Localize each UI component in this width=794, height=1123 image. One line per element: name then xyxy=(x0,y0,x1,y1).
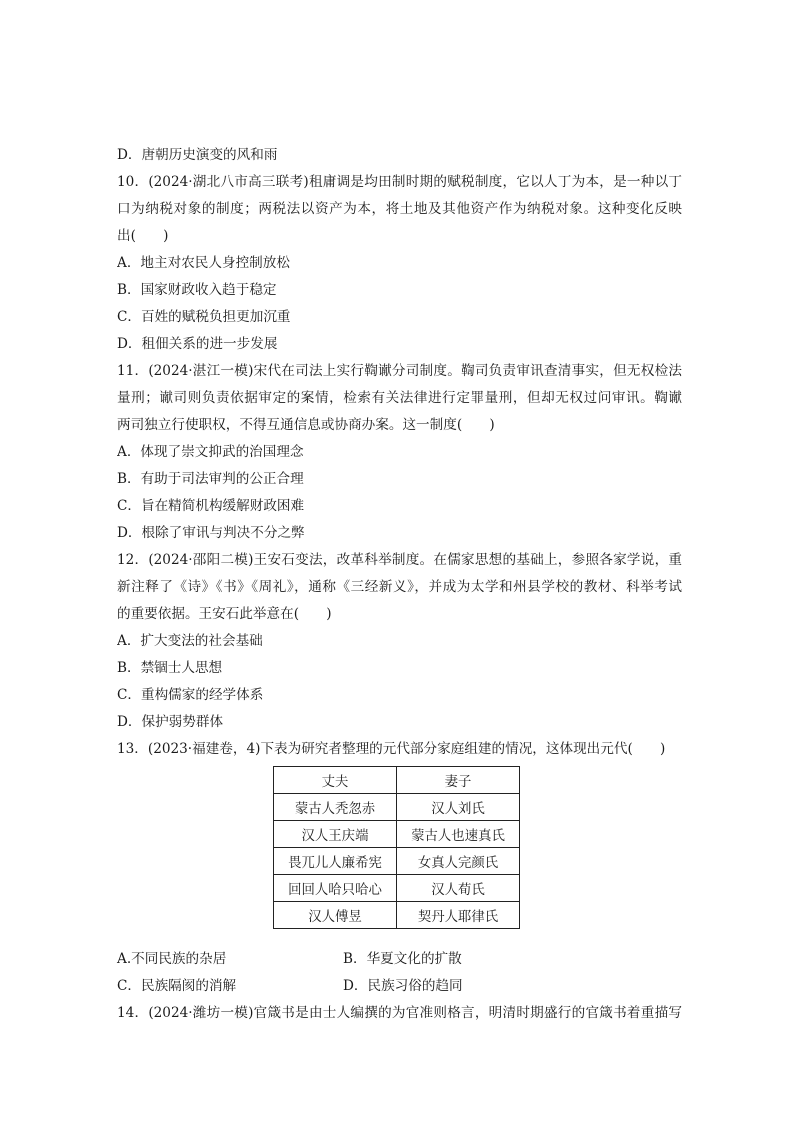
q14-stem-line-1: 14．(2024·潍坊一模)官箴书是由士人编撰的为官准则格言，明清时期盛行的官箴书着重描写 xyxy=(117,1005,682,1021)
q12-option-d: D．保护弱势群体 xyxy=(117,714,224,730)
q12-option-b: B．禁锢士人思想 xyxy=(117,660,223,676)
table-header-row xyxy=(274,767,520,794)
q13-options-row-1 xyxy=(117,946,682,973)
table-header-husband: 丈夫 xyxy=(274,767,397,794)
q11-option-c: C．旨在精简机构缓解财政困难 xyxy=(117,498,305,514)
table-cell: 汉人傅昱 xyxy=(274,902,397,929)
q10-option-d: D．租佃关系的进一步发展 xyxy=(117,336,278,352)
q10-stem-line-1: 10．(2024·湖北八市高三联考)租庸调是均田制时期的赋税制度，它以人丁为本，是一种以丁 xyxy=(117,174,682,190)
table-cell: 汉人刘氏 xyxy=(397,794,520,821)
question-11 xyxy=(117,358,682,547)
table-cell: 畏兀儿人廉希宪 xyxy=(274,848,397,875)
table-row xyxy=(274,821,520,848)
q13-stem: 13．(2023·福建卷，4)下表为研究者整理的元代部分家庭组建的情况，这体现出元代( ) xyxy=(117,741,666,757)
table-cell: 回回人哈只哈心 xyxy=(274,875,397,902)
document-page xyxy=(117,142,682,1027)
q11-option-a: A．体现了崇文抑武的治国理念 xyxy=(117,444,304,460)
q12-option-c: C．重构儒家的经学体系 xyxy=(117,687,264,703)
q13-option-b: B．华夏文化的扩散 xyxy=(343,951,462,967)
q10-stem-line-3: 出( ) xyxy=(117,228,169,244)
q10-stem-line-2: 口为纳税对象的制度；两税法以资产为本，将土地及其他资产作为纳税对象。这种变化反映 xyxy=(117,201,682,217)
q13-option-d: D．民族习俗的趋同 xyxy=(343,978,463,994)
question-12 xyxy=(117,547,682,736)
q10-option-c: C．百姓的赋税负担更加沉重 xyxy=(117,309,291,325)
q12-stem-line-1: 12．(2024·邵阳二模)王安石变法，改革科举制度。在儒家思想的基础上，参照各家学说，重 xyxy=(117,552,682,568)
q12-stem-line-3: 的重要依据。王安石此举意在( ) xyxy=(117,606,332,622)
table-header-wife: 妻子 xyxy=(397,767,520,794)
table-cell: 契丹人耶律氏 xyxy=(397,902,520,929)
table-row xyxy=(274,875,520,902)
q11-option-b: B．有助于司法审判的公正合理 xyxy=(117,471,304,487)
table-cell: 蒙古人也速真氏 xyxy=(397,821,520,848)
q13-option-c: C．民族隔阂的消解 xyxy=(117,978,237,994)
q10-option-a: A．地主对农民人身控制放松 xyxy=(117,255,290,271)
question-10 xyxy=(117,169,682,358)
table-row xyxy=(274,902,520,929)
question-13 xyxy=(117,736,682,1000)
table-cell: 女真人完颜氏 xyxy=(397,848,520,875)
table-cell: 汉人荀氏 xyxy=(397,875,520,902)
marriage-table xyxy=(273,766,520,929)
q10-option-b: B．国家财政收入趋于稳定 xyxy=(117,282,277,298)
table-cell: 蒙古人秃忽赤 xyxy=(274,794,397,821)
q13-option-a: A.不同民族的杂居 xyxy=(117,951,227,967)
q11-stem-line-1: 11．(2024·湛江一模)宋代在司法上实行鞫谳分司制度。鞫司负责审讯查清事实，但无权检法 xyxy=(117,363,682,379)
q12-stem-line-2: 新注释了《诗》《书》《周礼》，通称《三经新义》，并成为太学和州县学校的教材、科举考试 xyxy=(117,579,682,595)
q11-stem-line-3: 两司独立行使职权，不得互通信息或协商办案。这一制度( ) xyxy=(117,417,495,433)
q12-option-a: A．扩大变法的社会基础 xyxy=(117,633,263,649)
table-row xyxy=(274,794,520,821)
table-cell: 汉人王庆端 xyxy=(274,821,397,848)
q11-option-d: D．根除了审讯与判决不分之弊 xyxy=(117,525,305,541)
q13-options-row-2 xyxy=(117,973,682,1000)
q9-option-d: D．唐朝历史演变的风和雨 xyxy=(117,147,278,163)
q11-stem-line-2: 量刑；谳司则负责依据审定的案情，检索有关法律进行定罪量刑，但却无权过问审讯。鞫谳 xyxy=(117,390,682,406)
table-row xyxy=(274,848,520,875)
